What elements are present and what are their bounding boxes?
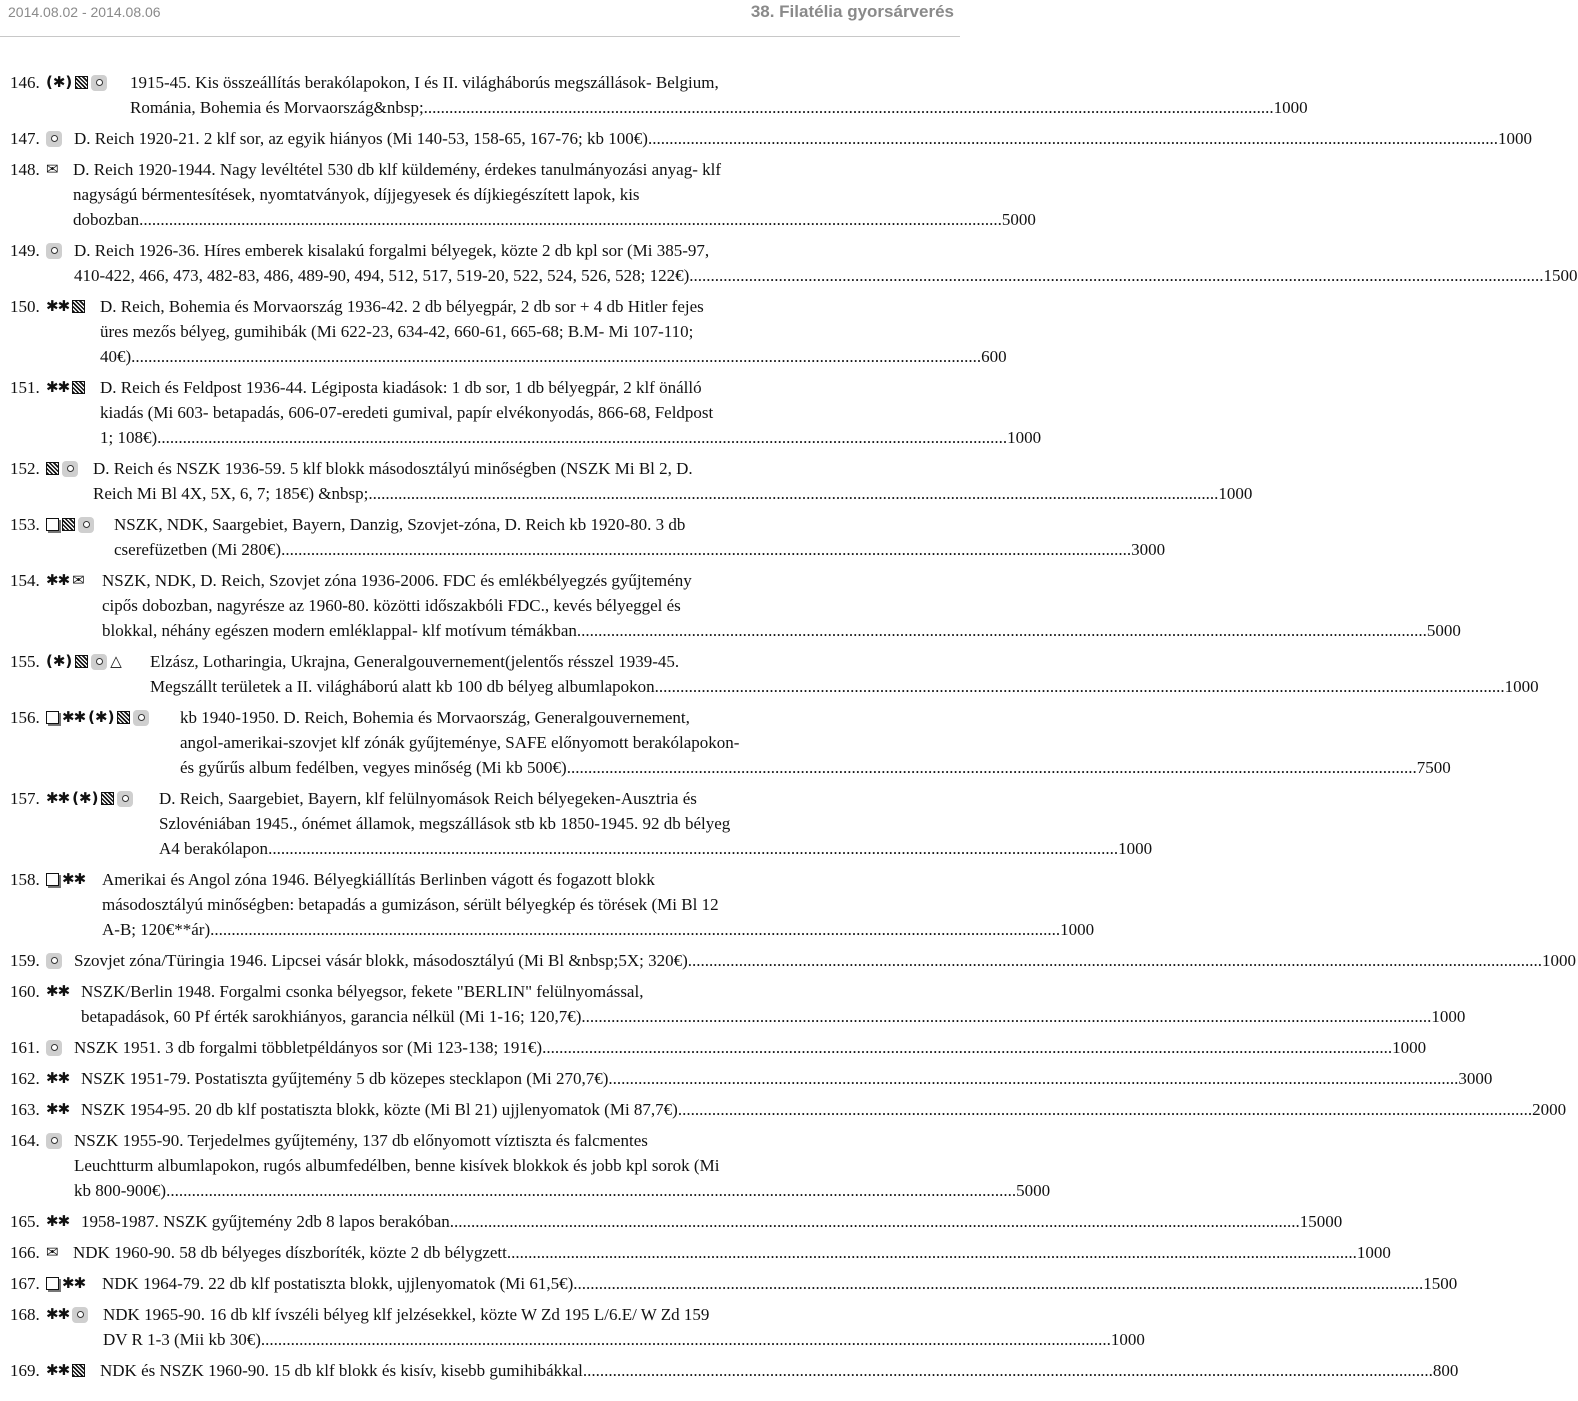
lot-entry bbox=[0, 456, 1253, 506]
description-text: Szovjet zóna/Türingia 1946. Lipcsei vásár blokk, másodosztályú (Mi Bl &nbsp;5X; 320€). bbox=[74, 951, 693, 970]
description-line bbox=[73, 157, 870, 182]
description-text: Románia, Bohemia és Morvaország&nbsp; bbox=[130, 98, 424, 117]
description-line bbox=[103, 1327, 1145, 1352]
lot-description bbox=[81, 1209, 1343, 1234]
description-text: A-B; 120€**ár) bbox=[102, 920, 211, 939]
mint-never-hinged-icon: ✱✱ bbox=[46, 297, 70, 315]
description-text: D. Reich és Feldpost 1936-44. Légiposta kiadások: 1 db sor, 1 db bélyegpár, 2 klf önálló bbox=[100, 378, 702, 397]
description-text: Elzász, Lotharingia, Ukrajna, Generalgouvernement(jelentős résszel 1939-45. bbox=[150, 652, 680, 671]
block-icon bbox=[62, 518, 75, 531]
condition-icons bbox=[46, 649, 122, 674]
lot-number: 167. bbox=[10, 1274, 40, 1293]
leader-dots: ........................................................................................................................................................................................................ bbox=[608, 1069, 1459, 1088]
leader-dots: ........................................................................................................................................................................................................ bbox=[581, 1007, 1432, 1026]
description-text: D. Reich 1920-21. 2 klf sor, az egyik hiányos (Mi 140-53, 158-65, 167-76; kb 100€) bbox=[74, 129, 648, 148]
block-icon bbox=[75, 655, 88, 668]
leader-dots: ........................................................................................................................................................................................................ bbox=[449, 1212, 1300, 1231]
leader-dots: ........................................................................................................................................................................................................ bbox=[682, 1100, 1533, 1119]
lot-number: 152. bbox=[10, 459, 40, 478]
description-text: A4 berakólapon bbox=[159, 839, 269, 858]
description-line bbox=[74, 1035, 1427, 1060]
description-line bbox=[150, 649, 870, 674]
used-stamp-icon bbox=[117, 791, 133, 807]
description-line bbox=[74, 948, 1577, 973]
leader-dots: ........................................................................................................................................................................................................ bbox=[647, 129, 1498, 148]
description-text: 1958-1987. NSZK gyűjtemény 2db 8 lapos berakóban bbox=[81, 1212, 450, 1231]
condition-icons bbox=[46, 1128, 62, 1153]
description-text: D. Reich, Saargebiet, Bayern, klf felülnyomások Reich bélyegeken-Ausztria és bbox=[159, 789, 697, 808]
condition-icons bbox=[46, 948, 62, 973]
lot-number: 157. bbox=[10, 789, 40, 808]
description-text: NSZK, NDK, D. Reich, Szovjet zóna 1936-2006. FDC és emlékbélyegzés gyűjtemény bbox=[102, 571, 692, 590]
description-line bbox=[73, 1240, 1391, 1265]
lot-entry bbox=[0, 1271, 1458, 1296]
description-text: NDK 1964-79. 22 db klf postatiszta blokk, ujjlenyomatok (Mi 61,5€) bbox=[102, 1274, 574, 1293]
lot-price: 1000 bbox=[1431, 1007, 1466, 1026]
description-line bbox=[74, 1153, 870, 1178]
used-stamp-icon bbox=[46, 131, 62, 147]
lot-description bbox=[180, 705, 1451, 780]
lot-entry bbox=[0, 375, 1042, 450]
lot-entry bbox=[0, 512, 1166, 562]
lot-price: 1000 bbox=[1118, 839, 1153, 858]
description-line bbox=[74, 263, 1578, 288]
lot-number: 149. bbox=[10, 241, 40, 260]
description-text: dobozban... bbox=[73, 210, 152, 229]
lot-entry bbox=[0, 294, 1007, 369]
description-text: D. Reich, Bohemia és Morvaország 1936-42. 2 db bélyegpár, 2 db sor + 4 db Hitler fejes bbox=[100, 297, 704, 316]
lot-description bbox=[100, 375, 1042, 450]
description-line bbox=[93, 481, 1253, 506]
leader-dots: ........................................................................................................................................................................................................ bbox=[157, 428, 1008, 447]
lot-description bbox=[159, 786, 1153, 861]
description-text: NSZK 1951-79. Postatiszta gyűjtemény 5 db közepes stecklapon (Mi 270,7€) bbox=[81, 1069, 609, 1088]
description-text: és gyűrűs album fedélben, vegyes minőség (Mi kb 500€) bbox=[180, 758, 567, 777]
lot-entry bbox=[0, 1035, 1427, 1060]
leader-dots: ........................................................................................................................................................................................................ bbox=[654, 677, 1505, 696]
lot-description bbox=[81, 1066, 1493, 1091]
description-text: cserefüzetben (Mi 280€) bbox=[114, 540, 282, 559]
auction-date: 2014.08.02 - 2014.08.06 bbox=[8, 4, 161, 20]
lot-price: 1500 bbox=[1423, 1274, 1458, 1293]
lot-price: 1500 bbox=[1543, 266, 1578, 285]
condition-icons bbox=[46, 1066, 69, 1091]
lot-number: 155. bbox=[10, 652, 40, 671]
condition-icons bbox=[46, 786, 133, 811]
description-text: kb 1940-1950. D. Reich, Bohemia és Morvaország, Generalgouvernement, bbox=[180, 708, 690, 727]
condition-icons bbox=[46, 1097, 69, 1122]
lot-entry bbox=[0, 238, 1578, 288]
lot-number: 156. bbox=[10, 708, 40, 727]
description-text: NSZK 1954-95. 20 db klf postatiszta blokk, közte (Mi Bl 21) ujjlenyomatok (Mi 87,7€). bbox=[81, 1100, 683, 1119]
used-stamp-icon bbox=[91, 654, 107, 670]
description-line bbox=[100, 344, 1007, 369]
album-icon bbox=[46, 873, 59, 886]
lot-number: 165. bbox=[10, 1212, 40, 1231]
block-icon bbox=[72, 381, 85, 394]
lot-price: 600 bbox=[981, 347, 1007, 366]
description-text: 40€) bbox=[100, 347, 132, 366]
lot-description bbox=[81, 1097, 1567, 1122]
mint-never-hinged-icon: ✱✱ bbox=[46, 1100, 70, 1118]
lot-price: 5000 bbox=[1016, 1181, 1051, 1200]
mint-never-hinged-icon: ✱✱ bbox=[46, 1069, 70, 1087]
description-line bbox=[102, 1271, 1458, 1296]
description-line bbox=[180, 730, 870, 755]
description-line bbox=[103, 1302, 870, 1327]
description-text: NSZK, NDK, Saargebiet, Bayern, Danzig, Szovjet-zóna, D. Reich kb 1920-80. 3 db bbox=[114, 515, 686, 534]
lot-description bbox=[114, 512, 1166, 562]
condition-icons bbox=[46, 568, 85, 593]
description-text: angol-amerikai-szovjet klf zónák gyűjteménye, SAFE előnyomott berakólapokon- bbox=[180, 733, 740, 752]
lot-number: 166. bbox=[10, 1243, 40, 1262]
lot-description bbox=[102, 1271, 1458, 1296]
lot-number: 168. bbox=[10, 1305, 40, 1324]
condition-icons bbox=[46, 157, 59, 182]
description-text: D. Reich 1926-36. Híres emberek kisalakú forgalmi bélyegek, közte 2 db kpl sor (Mi 385-97, bbox=[74, 241, 710, 260]
description-line bbox=[100, 319, 870, 344]
description-text: nagyságú bérmentesítések, nyomtatványok, díjjegyesek és díjkiegészített lapok, kis bbox=[73, 185, 640, 204]
description-line bbox=[150, 674, 1539, 699]
description-text: Megszállt területek a II. világháború alatt kb 100 db bélyeg albumlapokon bbox=[150, 677, 655, 696]
used-stamp-icon bbox=[46, 243, 62, 259]
condition-icons bbox=[46, 1209, 69, 1234]
description-text: NSZK/Berlin 1948. Forgalmi csonka bélyegsor, fekete "BERLIN" felülnyomással, bbox=[81, 982, 644, 1001]
leader-dots: ........................................................................................................................................................................................................ bbox=[692, 951, 1543, 970]
lot-number: 169. bbox=[10, 1361, 40, 1380]
used-stamp-icon bbox=[133, 710, 149, 726]
description-line bbox=[102, 917, 1095, 942]
description-line bbox=[159, 786, 870, 811]
condition-icons bbox=[46, 456, 78, 481]
lot-entry bbox=[0, 1358, 1459, 1383]
leader-dots: ........................................................................................................................................................................................................ bbox=[368, 484, 1219, 503]
description-line bbox=[102, 867, 870, 892]
lot-description bbox=[74, 948, 1577, 973]
leader-dots: ........................................................................................................................................................................................................ bbox=[281, 540, 1132, 559]
used-stamp-icon bbox=[46, 953, 62, 969]
leader-dots: ........................................................................................................................................................................................................ bbox=[131, 347, 982, 366]
used-stamp-icon bbox=[46, 1133, 62, 1149]
lot-entry bbox=[0, 70, 1308, 120]
mint-never-hinged-icon: ✱✱ bbox=[62, 1274, 86, 1292]
leader-dots: ........................................................................................................................................................................................................ bbox=[542, 1038, 1393, 1057]
description-line bbox=[100, 425, 1042, 450]
lot-description bbox=[102, 867, 1095, 942]
lot-entry bbox=[0, 1302, 1145, 1352]
description-text: Reich Mi Bl 4X, 5X, 6, 7; 185€) &nbsp; bbox=[93, 484, 369, 503]
lot-description bbox=[74, 1035, 1427, 1060]
mint-never-hinged-icon: ✱✱ bbox=[46, 982, 70, 1000]
lot-price: 3000 bbox=[1458, 1069, 1493, 1088]
condition-icons bbox=[46, 126, 62, 151]
lot-entry bbox=[0, 979, 1466, 1029]
mint-never-hinged-icon: ✱✱ bbox=[46, 1305, 70, 1323]
envelope-icon: ✉ bbox=[46, 160, 59, 178]
description-text: NDK 1965-90. 16 db klf ívszéli bélyeg klf jelzésekkel, közte W Zd 195 L/6.E/ W Zd 159 bbox=[103, 1305, 710, 1324]
condition-icons bbox=[46, 512, 94, 537]
lot-price: 5000 bbox=[1001, 210, 1036, 229]
condition-icons bbox=[46, 1035, 62, 1060]
lot-price: 1000 bbox=[1497, 129, 1532, 148]
no-gum-icon: (✱) bbox=[72, 789, 99, 807]
lot-price: 7500 bbox=[1416, 758, 1451, 777]
description-text: Leuchtturm albumlapokon, rugós albumfedélben, benne kisívek blokkok és jobb kpl sorok (Mi bbox=[74, 1156, 720, 1175]
lot-entry bbox=[0, 705, 1451, 780]
lot-entry bbox=[0, 157, 1036, 232]
lot-entry bbox=[0, 1209, 1343, 1234]
lot-description bbox=[103, 1302, 1145, 1352]
used-stamp-icon bbox=[72, 1307, 88, 1323]
lot-price: 1000 bbox=[1060, 920, 1095, 939]
description-line bbox=[180, 755, 1451, 780]
description-text: NSZK 1955-90. Terjedelmes gyűjtemény, 137 db előnyomott víztiszta és falcmentes bbox=[74, 1131, 648, 1150]
lot-price: 1000 bbox=[1504, 677, 1539, 696]
lot-number: 151. bbox=[10, 378, 40, 397]
lot-entry bbox=[0, 948, 1577, 973]
condition-icons bbox=[46, 375, 85, 400]
description-line bbox=[81, 1004, 1466, 1029]
block-icon bbox=[75, 76, 88, 89]
triangle-icon: △ bbox=[110, 652, 122, 670]
lot-number: 153. bbox=[10, 515, 40, 534]
block-icon bbox=[46, 462, 59, 475]
used-stamp-icon bbox=[78, 517, 94, 533]
description-line bbox=[81, 1066, 1493, 1091]
lot-number: 150. bbox=[10, 297, 40, 316]
lot-price: 5000 bbox=[1426, 621, 1461, 640]
description-line bbox=[114, 537, 1166, 562]
condition-icons bbox=[46, 294, 85, 319]
condition-icons bbox=[46, 979, 69, 1004]
lot-number: 147. bbox=[10, 129, 40, 148]
mint-never-hinged-icon: ✱✱ bbox=[62, 708, 86, 726]
lot-list bbox=[0, 70, 1578, 1389]
condition-icons bbox=[46, 70, 107, 95]
condition-icons bbox=[46, 1271, 85, 1296]
leader-dots: ........................................................................................................................................................................................................ bbox=[210, 920, 1061, 939]
lot-description bbox=[81, 979, 1466, 1029]
condition-icons bbox=[46, 238, 62, 263]
leader-dots: ........................................................................................................................................................................................................ bbox=[166, 1181, 1017, 1200]
description-line bbox=[159, 811, 870, 836]
description-line bbox=[130, 95, 1308, 120]
condition-icons bbox=[46, 1240, 59, 1265]
description-line bbox=[81, 1097, 1567, 1122]
description-line bbox=[100, 294, 870, 319]
description-line bbox=[114, 512, 870, 537]
description-line bbox=[102, 568, 870, 593]
description-text: 410-422, 466, 473, 482-83, 486, 489-90, 494, 512, 517, 519-20, 522, 524, 526, 528; 122€). bbox=[74, 266, 694, 285]
mint-never-hinged-icon: ✱✱ bbox=[62, 870, 86, 888]
lot-number: 163. bbox=[10, 1100, 40, 1119]
lot-price: 15000 bbox=[1299, 1212, 1343, 1231]
block-icon bbox=[72, 1364, 85, 1377]
no-gum-icon: (✱) bbox=[88, 708, 115, 726]
lot-entry bbox=[0, 1097, 1567, 1122]
lot-price: 2000 bbox=[1532, 1100, 1567, 1119]
mint-never-hinged-icon: ✱✱ bbox=[46, 378, 70, 396]
condition-icons bbox=[46, 1302, 88, 1327]
lot-entry bbox=[0, 867, 1095, 942]
leader-dots: ........................................................................................................................................................................................................ bbox=[268, 839, 1119, 858]
lot-number: 159. bbox=[10, 951, 40, 970]
description-text: betapadások, 60 Pf érték sarokhiányos, garancia nélkül (Mi 1-16; 120,7€) bbox=[81, 1007, 582, 1026]
lot-entry bbox=[0, 126, 1532, 151]
description-text: blokkal, néhány egészen modern emléklappal- klf motívum témákban bbox=[102, 621, 577, 640]
envelope-icon: ✉ bbox=[72, 571, 85, 589]
leader-dots: ........................................................................................................................................................................................................ bbox=[573, 1274, 1424, 1293]
description-line bbox=[74, 126, 1532, 151]
leader-dots: ........................................................................................................................................................................................................ bbox=[260, 1330, 1111, 1349]
description-text: üres mezős bélyeg, gumihibák (Mi 622-23, 634-42, 660-61, 665-68; B.M- Mi 107-110; bbox=[100, 322, 694, 341]
leader-dots: ........................................................................................................................................................................................................ bbox=[423, 98, 1274, 117]
description-text: D. Reich 1920-1944. Nagy levéltétel 530 db klf küldemény, érdekes tanulmányozási anyag- klf bbox=[73, 160, 722, 179]
description-text: kb 800-900€) bbox=[74, 1181, 167, 1200]
lot-number: 161. bbox=[10, 1038, 40, 1057]
block-icon bbox=[72, 300, 85, 313]
mint-never-hinged-icon: ✱✱ bbox=[46, 571, 70, 589]
lot-price: 3000 bbox=[1131, 540, 1166, 559]
page-header bbox=[0, 0, 960, 37]
description-text: D. Reich és NSZK 1936-59. 5 klf blokk másodosztályú minőségben (NSZK Mi Bl 2, D. bbox=[93, 459, 693, 478]
lot-number: 162. bbox=[10, 1069, 40, 1088]
condition-icons bbox=[46, 867, 85, 892]
description-line bbox=[130, 70, 870, 95]
lot-price: 1000 bbox=[1392, 1038, 1427, 1057]
description-line bbox=[180, 705, 870, 730]
leader-dots: ........................................................................................................................................................................................................ bbox=[506, 1243, 1357, 1262]
lot-description bbox=[73, 157, 1036, 232]
description-line bbox=[100, 375, 870, 400]
lot-description bbox=[100, 1358, 1459, 1383]
block-icon bbox=[117, 711, 130, 724]
description-text: 1; 108€) bbox=[100, 428, 158, 447]
description-line bbox=[100, 1358, 1459, 1383]
lot-description bbox=[100, 294, 1007, 369]
description-line bbox=[73, 207, 1036, 232]
lot-price: 800 bbox=[1432, 1361, 1459, 1380]
mint-never-hinged-icon: ✱✱ bbox=[46, 789, 70, 807]
leader-dots: ........................................................................................................................................................................................................ bbox=[566, 758, 1417, 777]
leader-dots: ........................................................................................................................................................................................................ bbox=[576, 621, 1427, 640]
lot-description bbox=[74, 126, 1532, 151]
description-text: NDK és NSZK 1960-90. 15 db klf blokk és kisív, kisebb gumihibákkal bbox=[100, 1361, 583, 1380]
description-line bbox=[74, 1178, 1051, 1203]
description-text: Amerikai és Angol zóna 1946. Bélyegkiállítás Berlinben vágott és fogazott blokk bbox=[102, 870, 655, 889]
description-line bbox=[74, 1128, 870, 1153]
description-line bbox=[74, 238, 870, 263]
album-icon bbox=[46, 518, 59, 531]
lot-price: 1000 bbox=[1110, 1330, 1145, 1349]
lot-price: 1000 bbox=[1007, 428, 1042, 447]
used-stamp-icon bbox=[46, 1040, 62, 1056]
condition-icons bbox=[46, 705, 149, 730]
description-text: DV R 1-3 (Mii kb 30€) bbox=[103, 1330, 261, 1349]
description-line bbox=[102, 618, 1461, 643]
mint-never-hinged-icon: ✱✱ bbox=[46, 1361, 70, 1379]
lot-price: 1000 bbox=[1218, 484, 1253, 503]
description-text: kiadás (Mi 603- betapadás, 606-07-eredeti gumival, papír elvékonyodás, 866-68, Feldpost bbox=[100, 403, 714, 422]
lot-number: 146. bbox=[10, 73, 40, 92]
lot-price: 1000 bbox=[1273, 98, 1308, 117]
description-text: NSZK 1951. 3 db forgalmi többletpéldányos sor (Mi 123-138; 191€) bbox=[74, 1038, 543, 1057]
leader-dots: ........................................................................................................................................................................................................ bbox=[693, 266, 1544, 285]
lot-entry bbox=[0, 568, 1461, 643]
lot-description bbox=[150, 649, 1539, 699]
lot-entry bbox=[0, 1066, 1493, 1091]
lot-price: 1000 bbox=[1356, 1243, 1391, 1262]
lot-entry bbox=[0, 1128, 1051, 1203]
description-line bbox=[81, 979, 870, 1004]
auction-title: 38. Filatélia gyorsárverés bbox=[750, 2, 954, 21]
block-icon bbox=[101, 792, 114, 805]
used-stamp-icon bbox=[62, 461, 78, 477]
lot-number: 154. bbox=[10, 571, 40, 590]
description-text: NDK 1960-90. 58 db bélyeges díszboríték, közte 2 db bélygzett bbox=[73, 1243, 507, 1262]
lot-description bbox=[130, 70, 1308, 120]
lot-number: 160. bbox=[10, 982, 40, 1001]
description-text: másodosztályú minőségben: betapadás a gumizáson, sérült bélyegkép és törések (Mi Bl 12 bbox=[102, 895, 719, 914]
lot-description bbox=[74, 1128, 1051, 1203]
lot-entry bbox=[0, 1240, 1391, 1265]
lot-description bbox=[102, 568, 1461, 643]
lot-description bbox=[74, 238, 1578, 288]
lot-entry bbox=[0, 649, 1539, 699]
no-gum-icon: (✱) bbox=[46, 73, 73, 91]
album-icon bbox=[46, 711, 59, 724]
description-line bbox=[93, 456, 870, 481]
description-line bbox=[81, 1209, 1343, 1234]
lot-number: 148. bbox=[10, 160, 40, 179]
used-stamp-icon bbox=[91, 75, 107, 91]
lot-number: 164. bbox=[10, 1131, 40, 1150]
lot-entry bbox=[0, 786, 1153, 861]
condition-icons bbox=[46, 1358, 85, 1383]
description-line bbox=[73, 182, 870, 207]
description-text: Szlovéniában 1945., ónémet államok, megszállások stb kb 1850-1945. 92 db bélyeg bbox=[159, 814, 731, 833]
leader-dots: ........................................................................................................................................................................................................ bbox=[151, 210, 1002, 229]
description-line bbox=[100, 400, 870, 425]
description-line bbox=[102, 593, 870, 618]
lot-number: 158. bbox=[10, 870, 40, 889]
lot-description bbox=[93, 456, 1253, 506]
description-text: 1915-45. Kis összeállítás berakólapokon, I és II. világháborús megszállások- Belgium, bbox=[130, 73, 719, 92]
lot-description bbox=[73, 1240, 1391, 1265]
album-icon bbox=[46, 1277, 59, 1290]
mint-never-hinged-icon: ✱✱ bbox=[46, 1212, 70, 1230]
description-text: cipős dobozban, nagyrésze az 1960-80. közötti időszakbóli FDC., kevés bélyeggel és bbox=[102, 596, 681, 615]
no-gum-icon: (✱) bbox=[46, 652, 73, 670]
envelope-icon: ✉ bbox=[46, 1243, 59, 1261]
description-line bbox=[102, 892, 870, 917]
lot-price: 1000 bbox=[1542, 951, 1577, 970]
description-line bbox=[159, 836, 1153, 861]
leader-dots: ........................................................................................................................................................................................................ bbox=[582, 1361, 1433, 1380]
